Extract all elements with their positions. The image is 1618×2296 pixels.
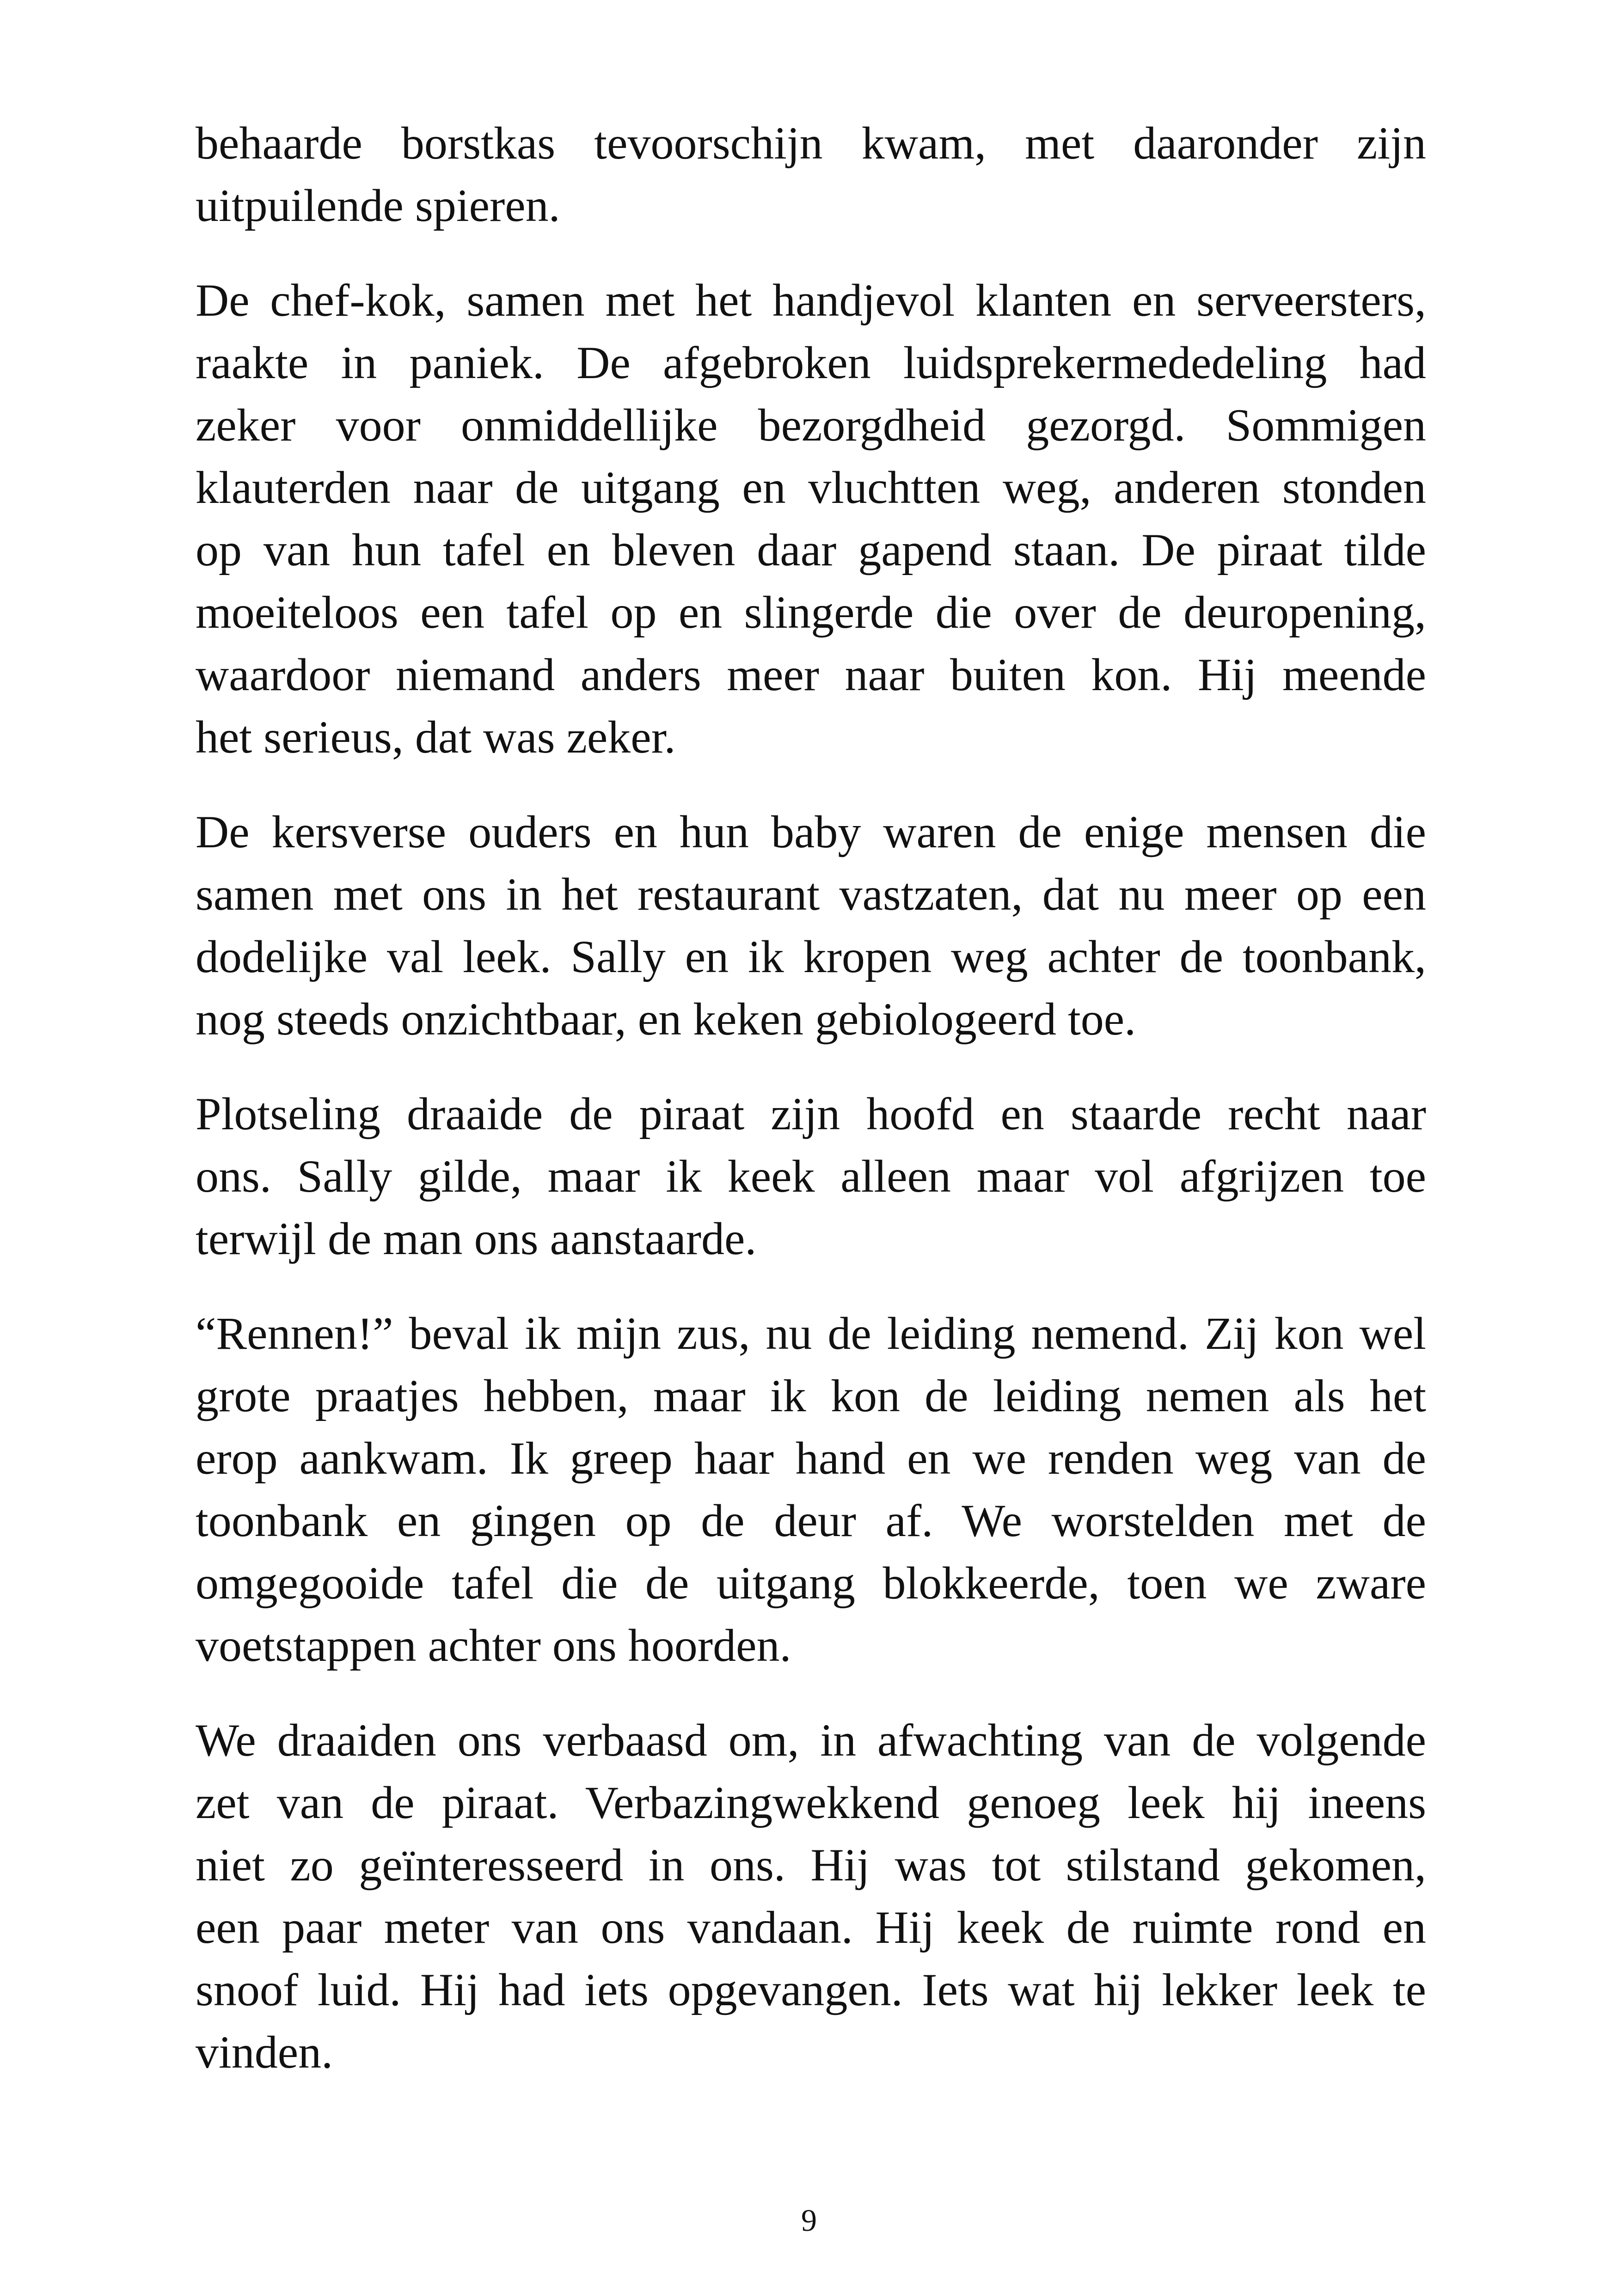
text-line: “Rennen!” beval ik mijn zus, nu de leiding nemend. Zij kon wel (196, 1308, 1426, 1359)
text-line: waardoor niemand anders meer naar buiten kon. Hij meende (196, 649, 1426, 700)
text-line: zet van de piraat. Verbazingwekkend genoeg leek hij ineens (196, 1777, 1426, 1828)
text-line: erop aankwam. Ik greep haar hand en we renden weg van de (196, 1433, 1426, 1484)
text-line: De chef-kok, samen met het handjevol klanten en serveersters, (196, 275, 1426, 326)
text-line: omgegooide tafel die de uitgang blokkeerde, toen we zware (196, 1557, 1426, 1609)
text-line: het serieus, dat was zeker. (196, 711, 676, 763)
paragraph (196, 1302, 1426, 1677)
text-line: vinden. (196, 2027, 333, 2078)
paragraph (196, 1709, 1426, 2083)
page-number: 9 (801, 2203, 817, 2238)
text-line: nog steeds onzichtbaar, en keken gebiologeerd toe. (196, 993, 1136, 1045)
text-line: snoof luid. Hij had iets opgevangen. Iets wat hij lekker leek te (196, 1964, 1426, 2015)
text-line: raakte in paniek. De afgebroken luidsprekermededeling had (196, 337, 1426, 388)
text-line: We draaiden ons verbaasd om, in afwachting van de volgende (196, 1714, 1426, 1766)
text-line: moeiteloos een tafel op en slingerde die over de deuropening, (196, 587, 1426, 638)
text-line: niet zo geïnteresseerd in ons. Hij was tot stilstand gekomen, (196, 1839, 1426, 1891)
text-line: op van hun tafel en bleven daar gapend staan. De piraat tilde (196, 524, 1426, 576)
text-line: grote praatjes hebben, maar ik kon de leiding nemen als het (196, 1370, 1426, 1421)
text-line: uitpuilende spieren. (196, 180, 560, 231)
text-line: Plotseling draaide de piraat zijn hoofd en staarde recht naar (196, 1088, 1426, 1139)
paragraph (196, 1083, 1426, 1270)
text-line: samen met ons in het restaurant vastzaten, dat nu meer op een (196, 869, 1426, 920)
paragraph (196, 269, 1426, 768)
text-line: De kersverse ouders en hun baby waren de enige mensen die (196, 806, 1426, 857)
text-line: dodelijke val leek. Sally en ik kropen weg achter de toonbank, (196, 931, 1426, 982)
text-line: voetstappen achter ons hoorden. (196, 1620, 791, 1671)
text-line: behaarde borstkas tevoorschijn kwam, met daaronder zijn (196, 117, 1426, 169)
body-text (196, 112, 1426, 2083)
text-line: terwijl de man ons aanstaarde. (196, 1213, 757, 1264)
text-line: zeker voor onmiddellijke bezorgdheid gezorgd. Sommigen (196, 399, 1426, 451)
paragraph (196, 112, 1426, 237)
text-line: ons. Sally gilde, maar ik keek alleen maar vol afgrijzen toe (196, 1151, 1426, 1202)
text-line: toonbank en gingen op de deur af. We worstelden met de (196, 1495, 1426, 1546)
text-line: een paar meter van ons vandaan. Hij keek de ruimte rond en (196, 1902, 1426, 1953)
paragraph (196, 801, 1426, 1050)
text-line: klauterden naar de uitgang en vluchtten weg, anderen stonden (196, 462, 1426, 513)
